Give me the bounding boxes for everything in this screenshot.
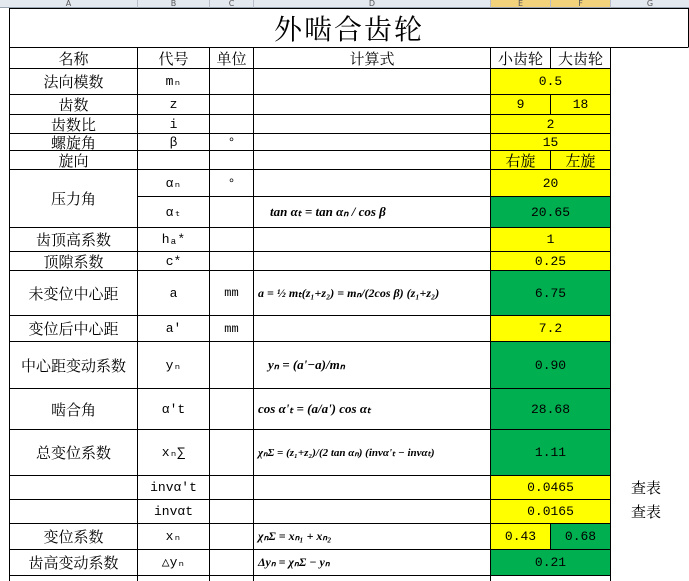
value-cell[interactable]: 20 (491, 170, 610, 196)
row-unit: ° (227, 134, 236, 150)
small-gear-value[interactable]: 9 (491, 95, 550, 114)
row-name: 压力角 (50, 190, 96, 208)
small-gear-value[interactable]: 右旋 (491, 151, 550, 169)
value-cell[interactable]: 15 (491, 134, 610, 150)
row-code: invα't (150, 480, 197, 495)
row-name: 齿数 (58, 96, 89, 114)
computed-value: 6.75 (491, 271, 610, 315)
formula-center-distance: a = ½ mₜ(z₁+z₂) = mₙ/(2cos β) (z₁+z₂) (258, 285, 440, 300)
large-gear-value[interactable]: 左旋 (551, 151, 610, 169)
header-small-gear: 小齿轮 (497, 49, 543, 68)
formula-working-pressure-angle: cos α'ₜ = (a/a') cos αₜ (258, 401, 371, 416)
row-code: yₙ (165, 357, 182, 373)
row-code: α't (161, 401, 186, 417)
row-name: 变位后中心距 (28, 320, 119, 338)
value-cell[interactable]: 1 (491, 228, 610, 251)
small-gear-value[interactable]: 0.43 (491, 524, 550, 549)
row-name: 变位系数 (43, 528, 104, 546)
row-code: invαt (153, 504, 193, 519)
row-name: 中心距变动系数 (20, 356, 126, 375)
row-name: 齿高变动系数 (28, 554, 119, 572)
row-code: a (169, 285, 178, 301)
formula-transverse-pressure-angle: tan αₜ = tan αₙ / cos β (270, 204, 386, 219)
row-code: αₜ (165, 204, 182, 220)
formula-tooth-height-change: Δyₙ = χₙΣ − yₙ (258, 555, 330, 569)
cell-divider (550, 524, 551, 549)
column-header-e[interactable]: E (491, 0, 551, 8)
row-code: z (169, 97, 178, 112)
header-name: 名称 (58, 49, 89, 68)
header-code: 代号 (158, 49, 189, 68)
row-unit: mm (224, 321, 239, 336)
formula-total-shift-coefficient: χₙΣ = (z₁+z₂)/(2 tan αₙ) (invα'ₜ − invαₜ) (258, 447, 435, 459)
value-cell[interactable]: 0.0465 (491, 476, 610, 499)
cell-divider (550, 95, 551, 114)
row-code: β (169, 134, 178, 150)
row-code: mₙ (165, 74, 182, 89)
value-cell[interactable]: 7.2 (491, 316, 610, 341)
row-name: 齿数比 (50, 115, 96, 133)
row-unit: ° (227, 175, 236, 191)
row-code: xₙ∑ (161, 445, 186, 460)
column-header-g[interactable]: G (611, 0, 689, 8)
row-code: hₐ* (161, 232, 186, 247)
row-code: a' (165, 321, 182, 336)
formula-shift-coefficient-sum: χₙΣ = xₙ₁ + xₙ₂ (258, 529, 332, 543)
row-name: 法向模数 (43, 73, 104, 91)
row-name: 啮合角 (50, 400, 96, 419)
header-large-gear: 大齿轮 (557, 49, 603, 68)
large-gear-value: 0.68 (551, 524, 610, 549)
row-code: △yₙ (161, 555, 186, 570)
computed-value: 20.65 (491, 197, 610, 227)
page-title: 外啮合齿轮 (273, 13, 424, 46)
row-code: xₙ (165, 529, 182, 544)
row-code: c* (165, 253, 182, 269)
computed-value: 28.68 (491, 389, 610, 429)
cell-divider (550, 151, 551, 169)
row-name: 齿顶高系数 (35, 231, 111, 249)
formula-center-distance-coefficient: yₙ = (a'−a)/mₙ (268, 357, 345, 372)
value-cell[interactable]: 0.0165 (491, 500, 610, 523)
column-header-f[interactable]: F (551, 0, 611, 8)
row-name: 总变位系数 (35, 444, 111, 462)
large-gear-value[interactable]: 18 (551, 95, 610, 114)
computed-value: 0.21 (491, 550, 610, 575)
row-name: 旋向 (58, 151, 89, 169)
row-code: αₙ (165, 175, 182, 191)
value-cell[interactable]: 0.5 (491, 69, 610, 94)
header-unit: 单位 (216, 49, 247, 68)
column-header-b[interactable]: B (138, 0, 210, 8)
computed-value: 0.90 (491, 342, 610, 388)
header-formula: 计算式 (349, 49, 395, 68)
column-header-d[interactable]: D (254, 0, 491, 8)
row-name: 螺旋角 (50, 134, 96, 150)
row-unit: mm (224, 286, 239, 300)
row-name: 顶隙系数 (43, 252, 104, 270)
column-header-a[interactable]: A (0, 0, 138, 8)
lookup-note: 查表 (630, 503, 661, 521)
row-name: 未变位中心距 (28, 284, 119, 303)
column-header-c[interactable]: C (210, 0, 254, 8)
value-cell[interactable]: 2 (491, 115, 610, 133)
row-code: i (169, 116, 178, 132)
value-cell[interactable]: 0.25 (491, 252, 610, 270)
lookup-note: 查表 (630, 479, 661, 497)
computed-value: 1.11 (491, 430, 610, 475)
